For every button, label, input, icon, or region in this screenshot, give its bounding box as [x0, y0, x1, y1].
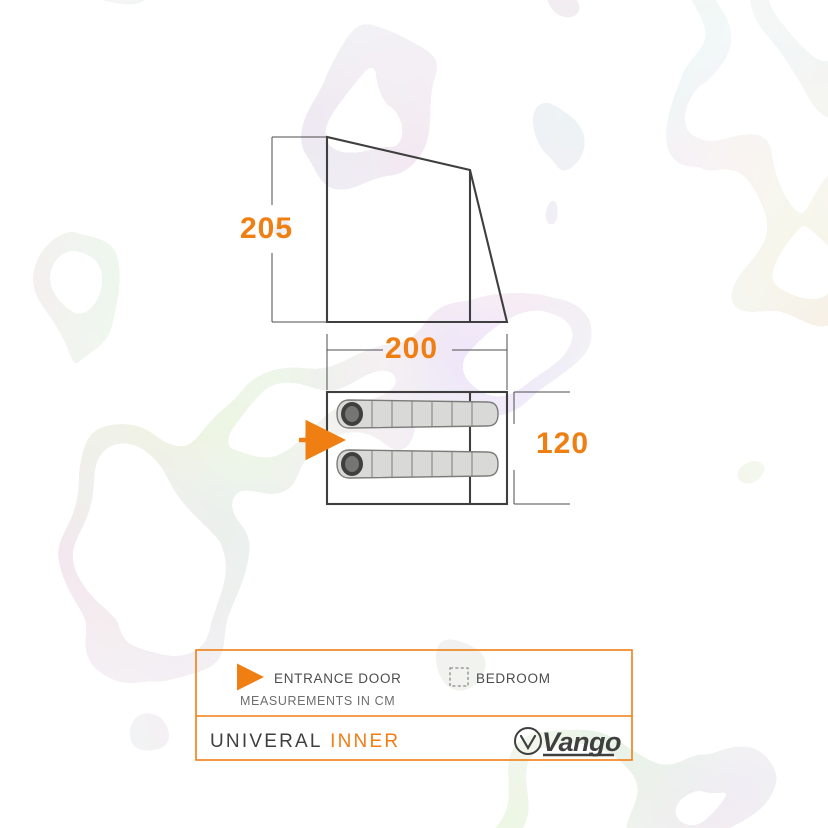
depth-dimension-label: 120: [536, 427, 590, 460]
legend-bedroom-label: BEDROOM: [476, 671, 551, 686]
product-name: [210, 731, 400, 753]
measurements-note: MEASUREMENTS IN CM: [240, 694, 396, 708]
brand-wordmark: Vango: [542, 727, 622, 757]
product-name-main: UNIVERAL: [210, 731, 323, 752]
product-name-variant: INNER: [330, 731, 401, 752]
width-dimension-label: 200: [385, 332, 439, 365]
legend-entrance-door-label: ENTRANCE DOOR: [274, 671, 402, 686]
height-dimension-label: 205: [240, 212, 294, 245]
